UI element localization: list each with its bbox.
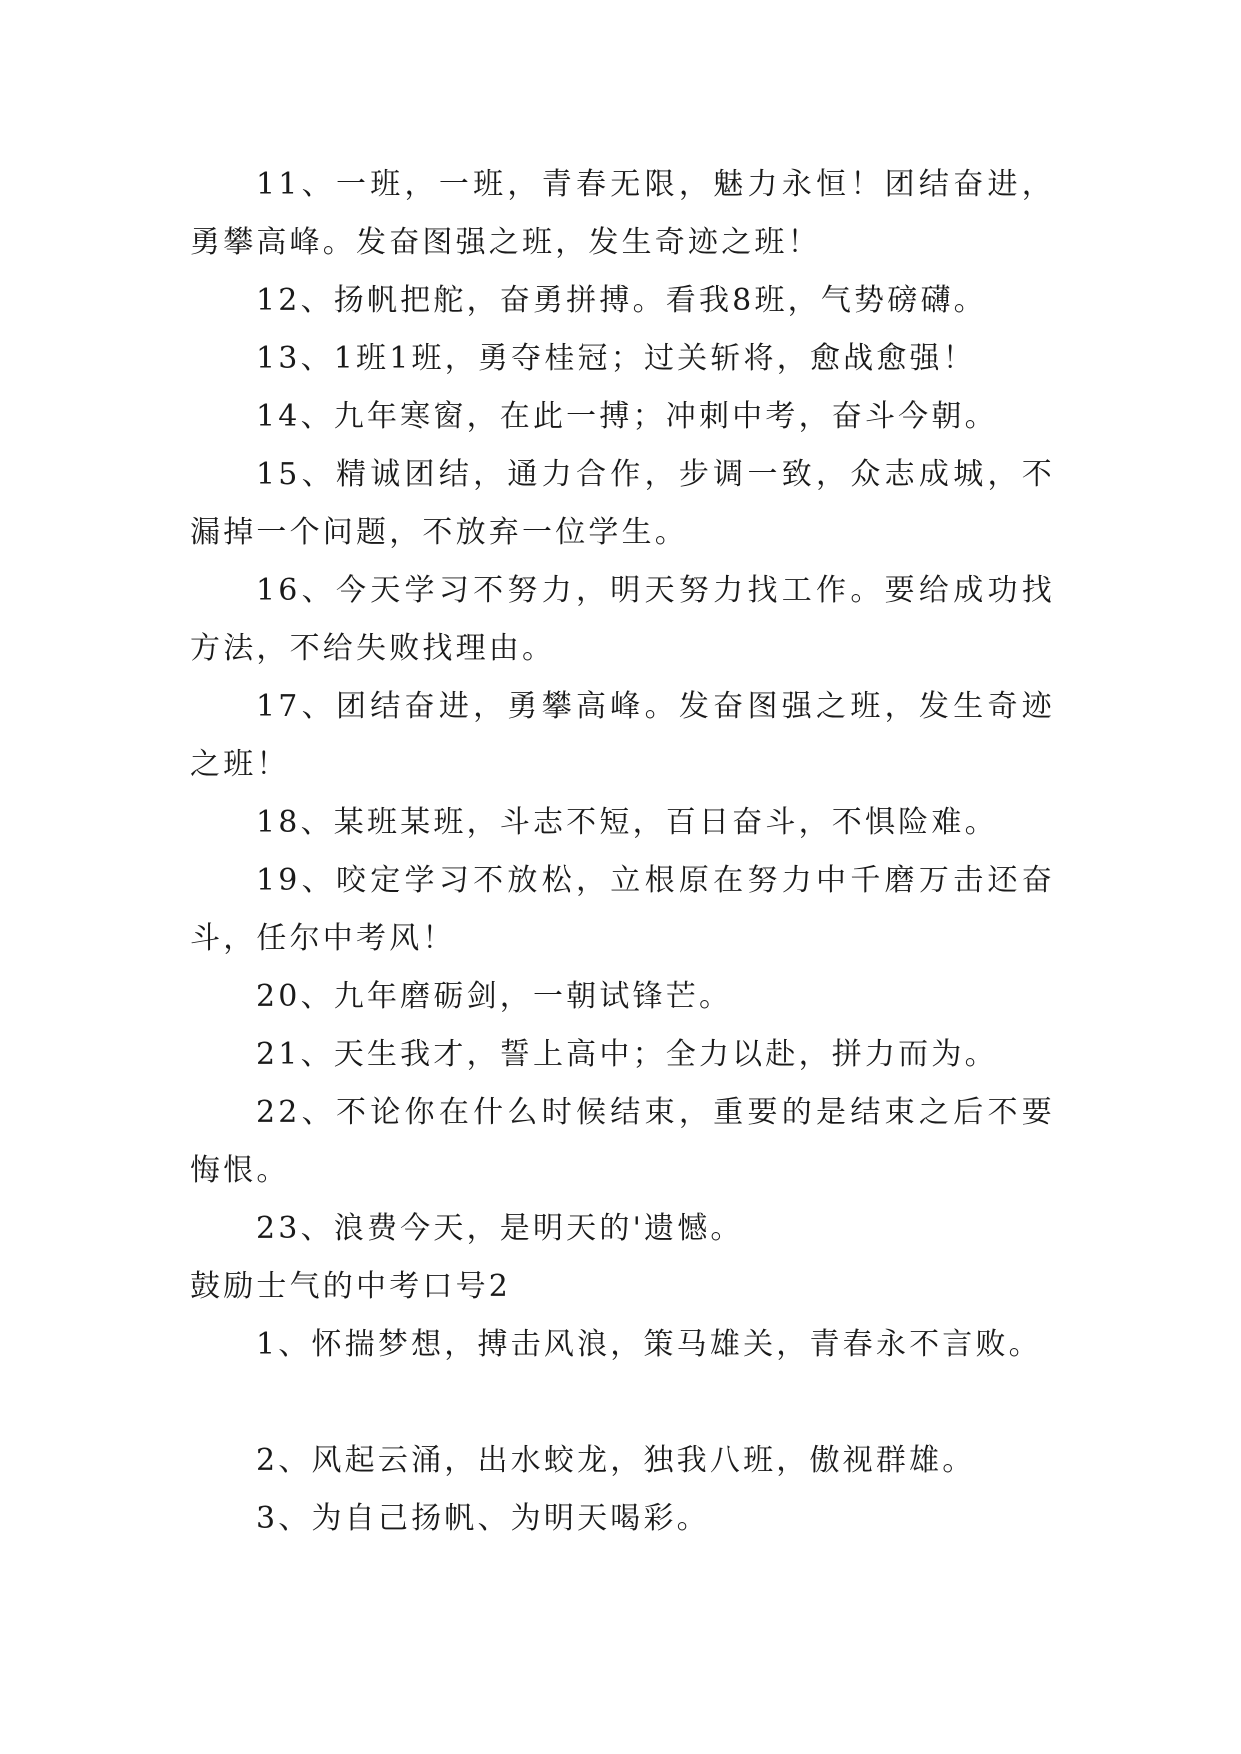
slogan-paragraph: 11、一班，一班，青春无限，魅力永恒！团结奋进，勇攀高峰。发奋图强之班，发生奇迹之班！ [190,167,1055,260]
slogan-paragraph: 21、天生我才，誓上高中；全力以赴，拼力而为。 [256,1037,998,1072]
document-body [190,156,1055,1548]
slogan-paragraph: 16、今天学习不努力，明天努力找工作。要给成功找方法，不给失败找理由。 [190,573,1055,666]
slogan-paragraph: 22、不论你在什么时候结束，重要的是结束之后不要悔恨。 [190,1095,1055,1188]
section-heading: 鼓励士气的中考口号2 [190,1269,512,1304]
blank-line [190,1374,1055,1432]
slogan-paragraph: 12、扬帆把舵，奋勇拼搏。看我8班，气势磅礴。 [256,283,987,318]
slogan-paragraph: 19、咬定学习不放松，立根原在努力中千磨万击还奋斗，任尔中考风！ [190,863,1055,956]
slogan-paragraph: 15、精诚团结，通力合作，步调一致，众志成城，不漏掉一个问题，不放弃一位学生。 [190,457,1055,550]
slogan-paragraph: 23、浪费今天，是明天的'遗憾。 [256,1211,744,1246]
slogan-paragraph: 18、某班某班，斗志不短，百日奋斗，不惧险难。 [256,805,998,840]
slogan-paragraph: 3、为自己扬帆、为明天喝彩。 [256,1501,710,1536]
slogan-paragraph: 20、九年磨砺剑，一朝试锋芒。 [256,979,733,1014]
slogan-paragraph: 2、风起云涌，出水蛟龙，独我八班，傲视群雄。 [256,1443,976,1478]
slogan-paragraph: 13、1班1班，勇夺桂冠；过关斩将，愈战愈强！ [256,341,976,376]
slogan-paragraph: 17、团结奋进，勇攀高峰。发奋图强之班，发生奇迹之班！ [190,689,1055,782]
slogan-paragraph: 14、九年寒窗，在此一搏；冲刺中考，奋斗今朝。 [256,399,998,434]
slogan-paragraph: 1、怀揣梦想，搏击风浪，策马雄关，青春永不言败。 [256,1327,1042,1362]
